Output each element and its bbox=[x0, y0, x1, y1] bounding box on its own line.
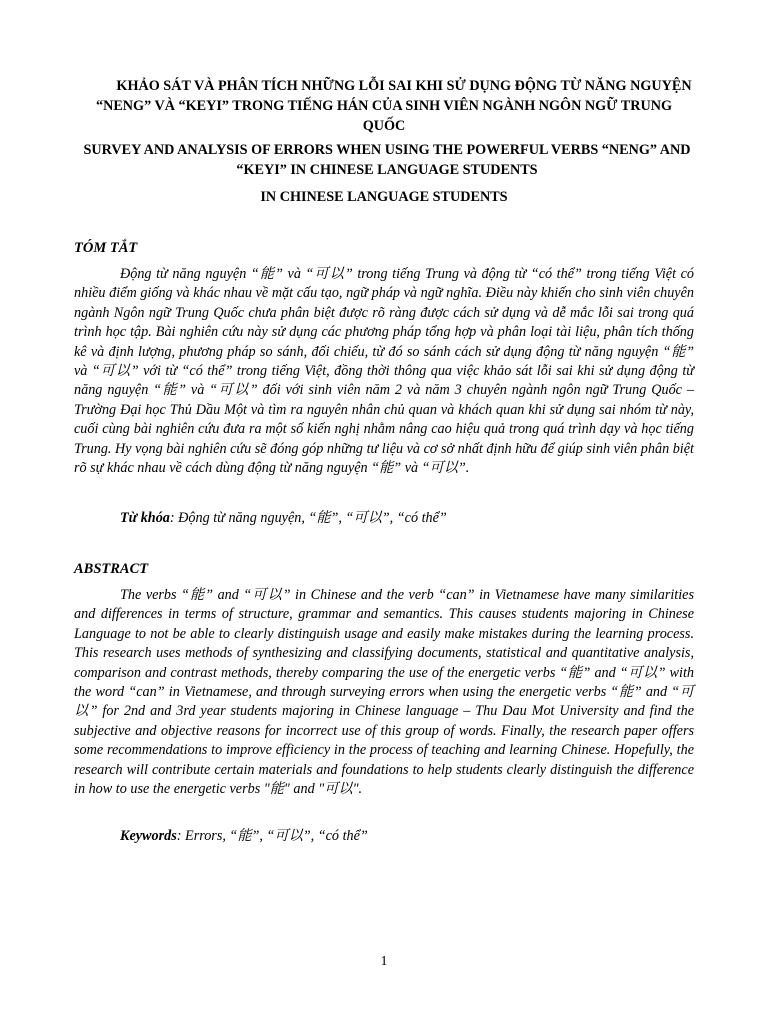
summary-body: Động từ năng nguyện “能” và “可以” trong tiếng Trung và động từ “có thể” trong tiếng Việt có nhiều điểm giống và khác nhau về mặt cấu tạo, ngữ pháp và ngữ nghĩa. Điều này khiến cho sinh viên chuyên ngành Ngôn ngữ Trung Quốc chưa phân biệt được rõ ràng được cách sử dụng và dễ mắc lỗi sai trong quá trình học tập. Bài nghiên cứu này sử dụng các phương pháp tổng hợp và phân loại tài liệu, phân tích thống kê và định lượng, phương pháp so sánh, đối chiếu, từ đó so sánh cách sử dụng động từ năng nguyện “能” và “可以” với từ “có thể” trong tiếng Việt, đồng thời thông qua việc khảo sát lỗi sai khi sử dụng động từ năng nguyện “能” và “可以” đối với sinh viên năm 2 và năm 3 chuyên ngành ngôn ngữ Trung Quốc – Trường Đại học Thủ Dầu Một và tìm ra nguyên nhân chủ quan và khách quan khi sử dụng sai nhóm từ này, cuối cùng bài nghiên cứu đưa ra một số kiến nghị nhằm nâng cao hiệu quả trong quá trình dạy và học tiếng Trung. Hy vọng bài nghiên cứu sẽ đóng góp những tư liệu và cơ sở nhất định hữu để giúp sinh viên phân biệt rõ sự khác nhau về cách dùng động từ năng nguyện “能” và “可以”. bbox=[74, 266, 694, 477]
abstract-keywords bbox=[120, 826, 694, 846]
page-number: 1 bbox=[380, 954, 388, 969]
summary-keywords bbox=[120, 508, 694, 528]
summary-keywords-text: : Động từ năng nguyện, “能”, “可以”, “có thể” bbox=[169, 510, 447, 526]
abstract-body: The verbs “能” and “可以” in Chinese and the verb “can” in Vietnamese have many similarities and differences in terms of structure, grammar and semantics. This causes students majoring in Chinese Language to not be able to clearly distinguish usage and easily make mistakes during the learning process. This research uses methods of synthesizing and classifying documents, statistical and quantitative analysis, comparison and contrast methods, thereby comparing the use of the energetic verbs “能” and “可以” with the word “can” in Vietnamese, and through surveying errors when using the energetic verbs “能” and “可以” for 2nd and 3rd year students majoring in Chinese language – Thu Dau Mot University and find the subjective and objective reasons for incorrect use of this group of words. Finally, the research paper offers some recommendations to improve efficiency in the process of teaching and learning Chinese. Hopefully, the research will contribute certain materials and foundations to help students clearly distinguish the difference in how to use the energetic verbs "能" and "可以". bbox=[74, 587, 695, 798]
title-vietnamese: KHẢO SÁT VÀ PHÂN TÍCH NHỮNG LỖI SAI KHI SỬ DỤNG ĐỘNG TỪ NĂNG NGUYỆN “NENG” VÀ “KEYI” TRONG TIẾNG HÁN CỦA SINH VIÊN NGÀNH NGÔN NGỮ TRUNG QUỐC bbox=[96, 78, 692, 134]
title-english-subline: IN CHINESE LANGUAGE STUDENTS bbox=[260, 189, 508, 205]
title-english: SURVEY AND ANALYSIS OF ERRORS WHEN USING THE POWERFUL VERBS “NENG” AND “KEYI” IN CHINESE LANGUAGE STUDENTS bbox=[83, 142, 691, 178]
abstract-heading: ABSTRACT bbox=[74, 561, 149, 577]
summary-keywords-label: Từ khóa bbox=[120, 510, 170, 526]
abstract-keywords-label: Keywords bbox=[120, 828, 177, 844]
abstract-keywords-text: : Errors, “能”, “可以”, “có thể” bbox=[176, 828, 368, 844]
summary-heading: TÓM TẮT bbox=[74, 240, 138, 256]
